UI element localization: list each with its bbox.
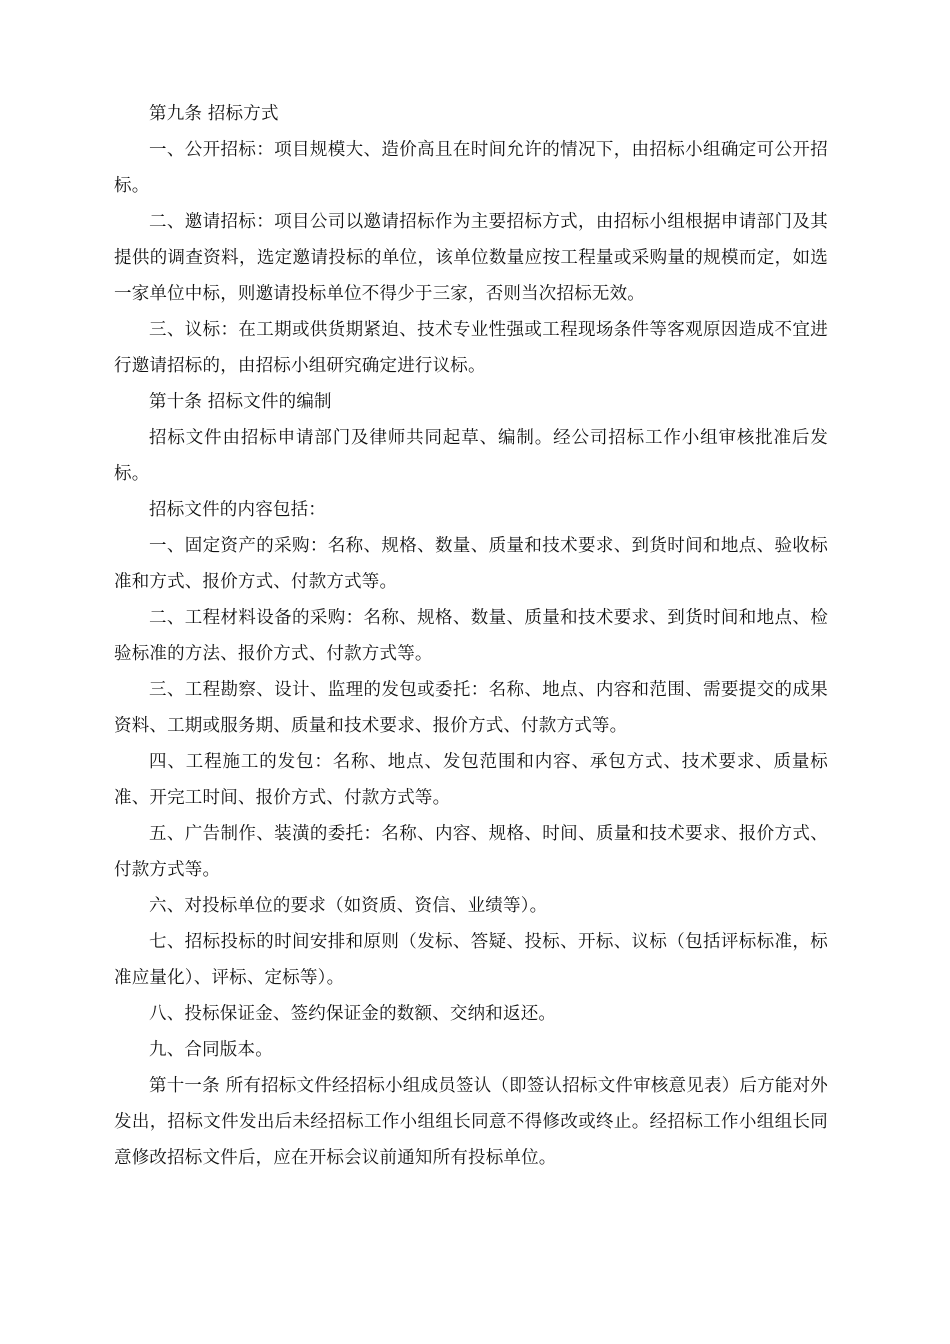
content-item-6: 六、对投标单位的要求（如资质、资信、业绩等）。: [149, 896, 548, 916]
content-item-8: 八、投标保证金、签约保证金的数额、交纳和返还。: [149, 1004, 557, 1024]
content-item-3: 三、工程勘察、设计、监理的发包或委托：名称、地点、内容和范围、需要提交的成果资料、工期或服务期、质量和技术要求、报价方式、付款方式等。: [114, 680, 828, 736]
document-body: [114, 96, 828, 1176]
negotiated-tender-paragraph: 三、议标：在工期或供货期紧迫、技术专业性强或工程现场条件等客观原因造成不宜进行邀请招标的，由招标小组研究确定进行议标。: [114, 320, 828, 376]
tender-contents-intro: 招标文件的内容包括：: [149, 500, 326, 520]
content-item-4: 四、工程施工的发包：名称、地点、发包范围和内容、承包方式、技术要求、质量标准、开完工时间、报价方式、付款方式等。: [114, 752, 828, 808]
invited-tender-paragraph: 二、邀请招标：项目公司以邀请招标作为主要招标方式，由招标小组根据申请部门及其提供的调查资料，选定邀请投标的单位，该单位数量应按工程量或采购量的规模而定，如选一家单位中标，则邀请投标单位不得少于三家，否则当次招标无效。: [114, 212, 828, 304]
public-tender-paragraph: 一、公开招标：项目规模大、造价高且在时间允许的情况下，由招标小组确定可公开招标。: [114, 140, 828, 196]
article-11-paragraph: 第十一条 所有招标文件经招标小组成员签认（即签认招标文件审核意见表）后方能对外发出，招标文件发出后未经招标工作小组组长同意不得修改或终止。经招标工作小组组长同意修改招标文件后，应在开标会议前通知所有投标单位。: [114, 1076, 828, 1168]
content-item-7: 七、招标投标的时间安排和原则（发标、答疑、投标、开标、议标（包括评标标准，标准应量化）、评标、定标等）。: [114, 932, 828, 988]
tender-drafting-paragraph: 招标文件由招标申请部门及律师共同起草、编制。经公司招标工作小组审核批准后发标。: [114, 428, 828, 484]
article-10-heading: 第十条 招标文件的编制: [149, 392, 332, 412]
content-item-9: 九、合同版本。: [149, 1040, 273, 1060]
content-item-1: 一、固定资产的采购：名称、规格、数量、质量和技术要求、到货时间和地点、验收标准和方式、报价方式、付款方式等。: [114, 536, 828, 592]
content-item-2: 二、工程材料设备的采购：名称、规格、数量、质量和技术要求、到货时间和地点、检验标准的方法、报价方式、付款方式等。: [114, 608, 828, 664]
content-item-5: 五、广告制作、装潢的委托：名称、内容、规格、时间、质量和技术要求、报价方式、付款方式等。: [114, 824, 828, 880]
article-9-heading: 第九条 招标方式: [149, 104, 279, 124]
